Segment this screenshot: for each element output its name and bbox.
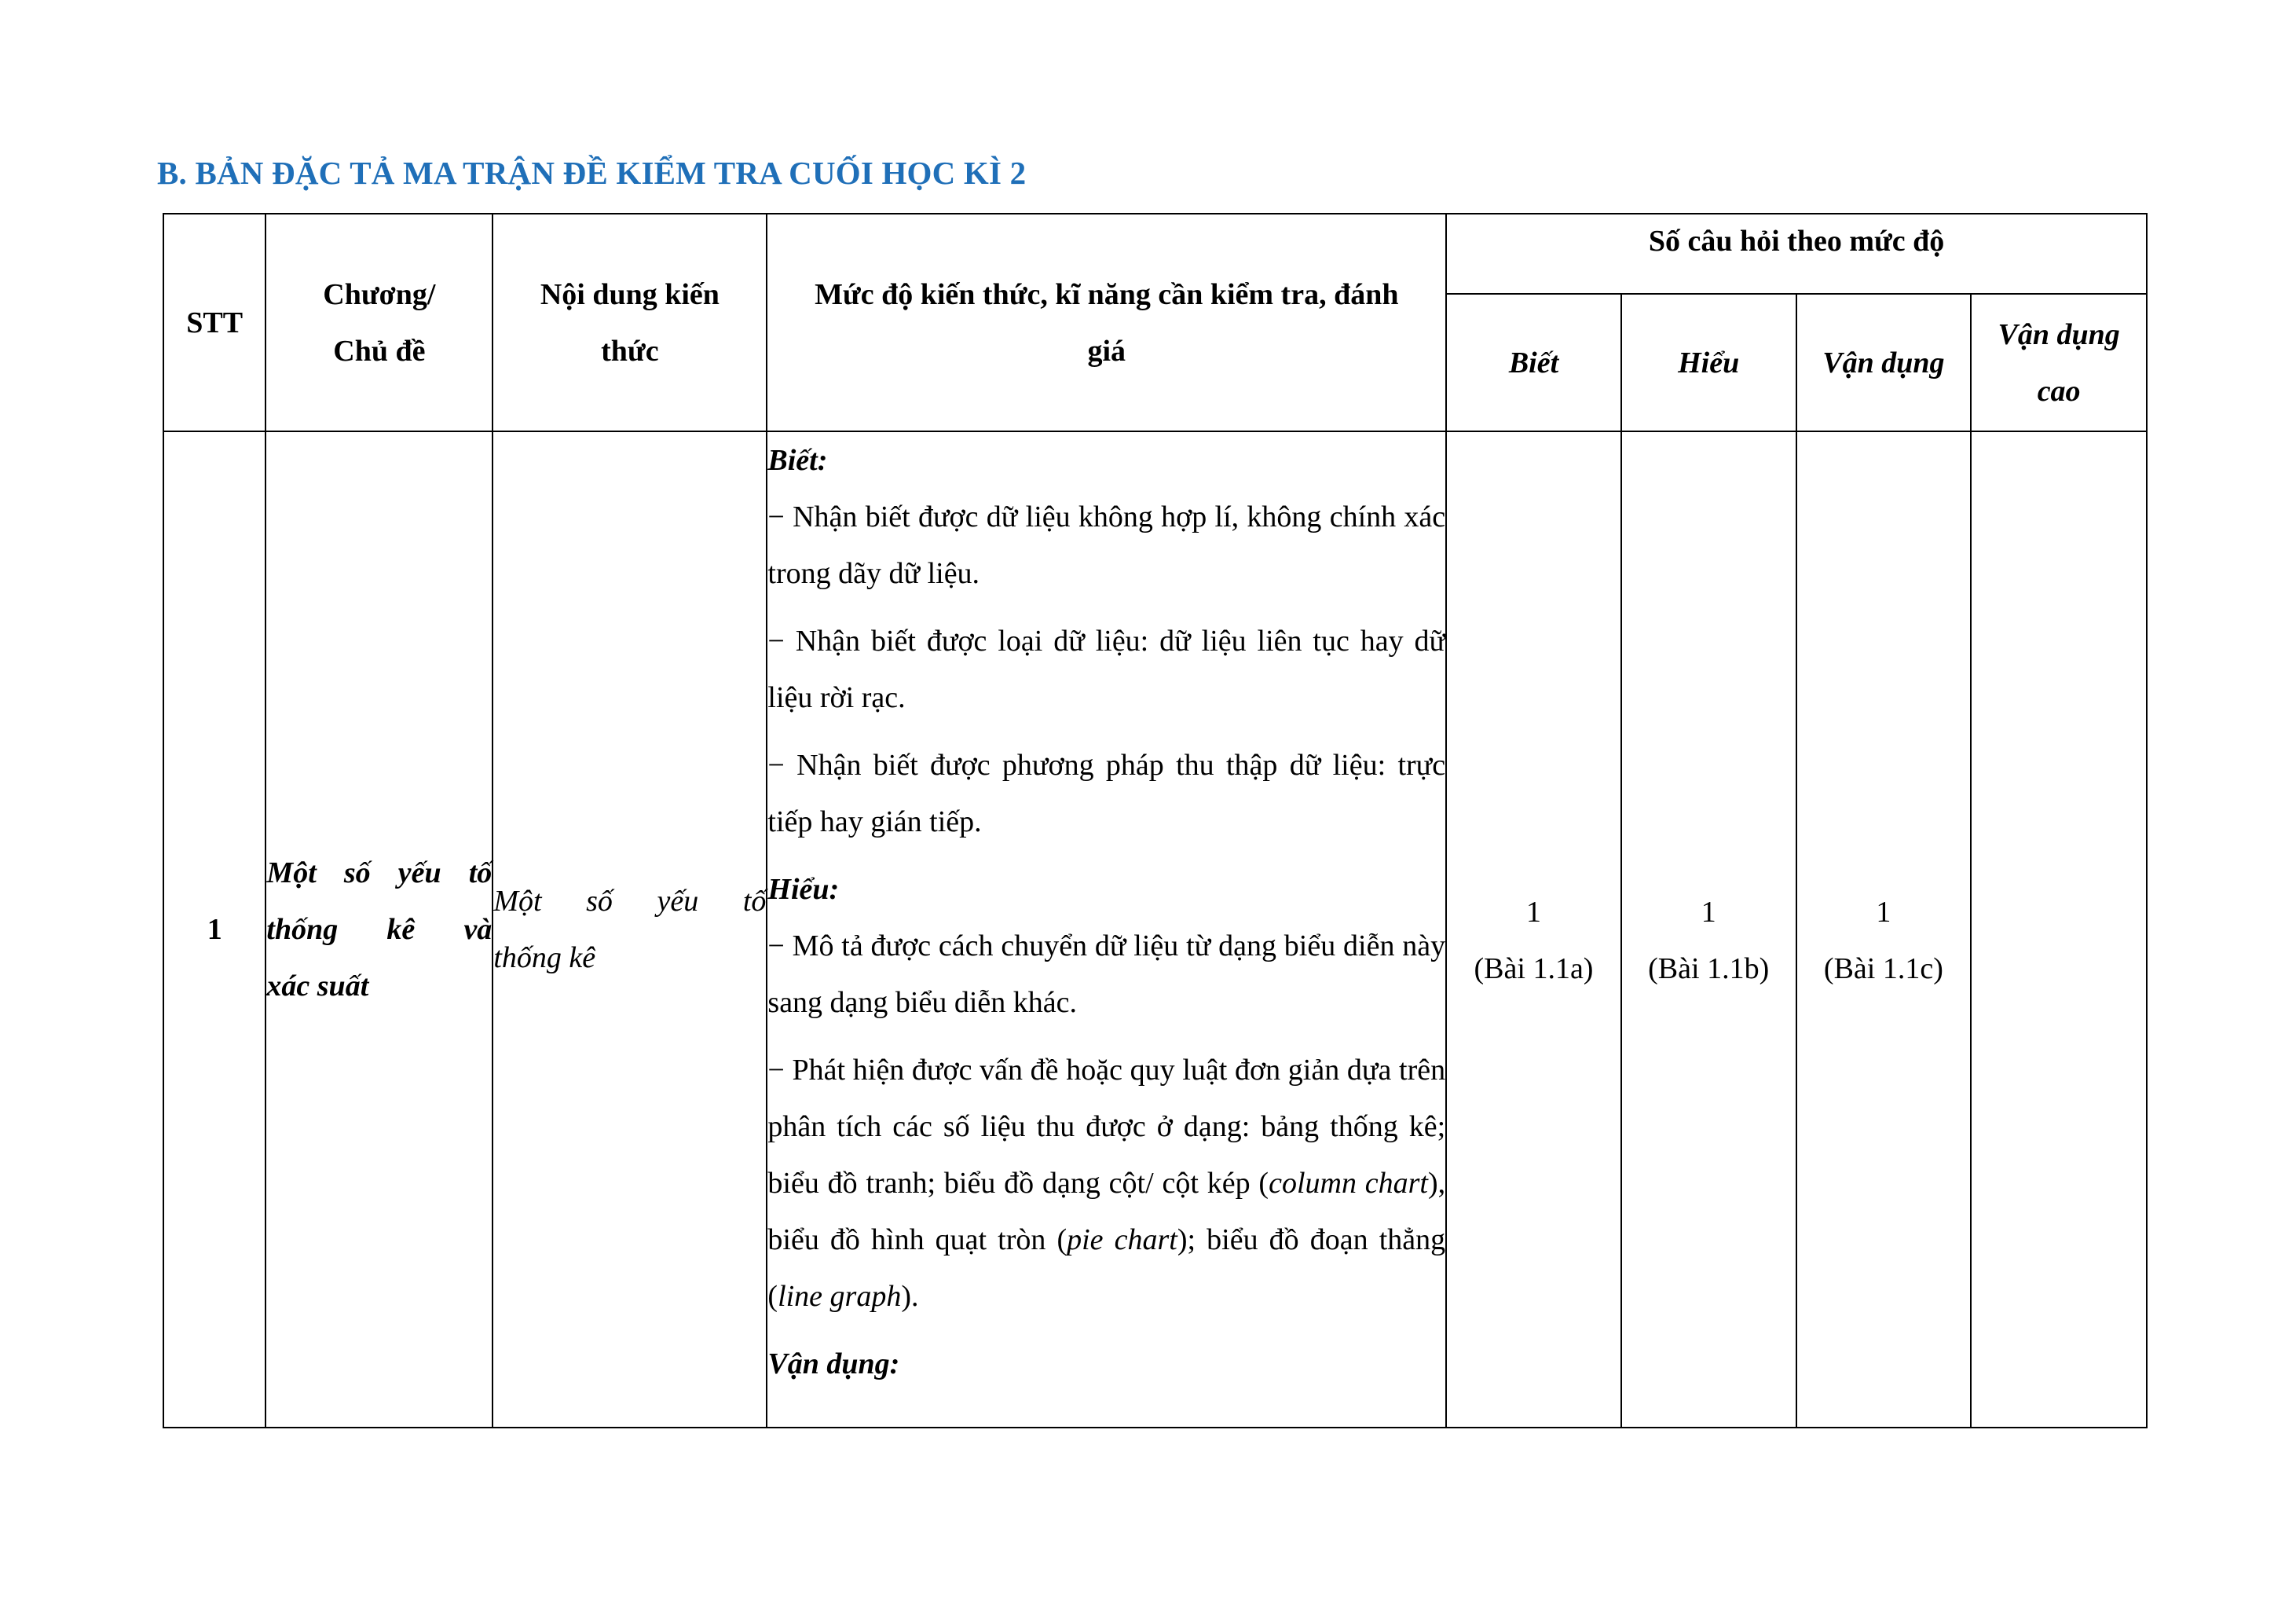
header-van-dung-cao-line1: Vận dụng [1998,317,2120,351]
header-van-dung-cao [1971,294,2147,431]
biet-item-3: − Nhận biết được phương pháp thu thập dữ liệu: trực tiếp hay gián tiếp. [767,749,1446,838]
biet-item-1: − Nhận biết được dữ liệu không hợp lí, không chính xác trong dãy dữ liệu. [767,500,1446,590]
header-biet: Biết [1446,294,1621,431]
hieu-item-2 [767,1042,1445,1325]
hieu-item-2-term2: pie chart [1067,1223,1177,1256]
header-stt: STT [163,214,265,431]
hieu-item-2-part1: − Phát hiện được vấn đề hoặc quy luật đơn giản dựa trên phân tích các số liệu thu được ở dạng: bảng thống kê; biểu đồ tranh; biểu đồ dạng cột/ cột kép ( [767,1054,1446,1200]
header-level-line1: Mức độ kiến thức, kĩ năng cần kiểm tra, đánh [815,277,1399,311]
row-topic-line2: thống kê và [266,913,493,946]
hieu-item-1: − Mô tả được cách chuyển dữ liệu từ dạng biểu diễn này sang dạng biểu diễn khác. [767,929,1446,1019]
header-content-line2: thức [601,334,659,368]
hieu-item-2-term1: column chart [1269,1167,1428,1200]
header-hieu: Hiểu [1621,294,1796,431]
hieu-item-2-part4: ). [901,1280,919,1313]
specification-table [163,213,2148,1428]
header-chapter [265,214,493,431]
header-row-1 [163,214,2147,294]
header-level [767,214,1446,431]
hieu-item-2-part2: ), biểu đồ hình quạt tròn ( [767,1167,1446,1256]
header-level-line2: giá [1087,334,1126,368]
count-van-dung-ref: (Bài 1.1c) [1823,952,1943,985]
count-biet-ref: (Bài 1.1a) [1474,952,1594,985]
hieu-item-2-part3: ); biểu đồ đoạn thẳng ( [767,1223,1446,1313]
row-stt [163,431,265,1428]
count-hieu-ref: (Bài 1.1b) [1648,952,1770,985]
row-content-line1: Một số yếu tố [493,885,767,918]
header-content-line1: Nội dung kiến [540,277,720,311]
header-count-group: Số câu hỏi theo mức độ [1446,214,2147,294]
table-row [163,431,2147,1428]
header-van-dung: Vận dụng [1796,294,1972,431]
count-hieu [1621,431,1796,1428]
row-topic-line1: Một số yếu tố [266,856,493,889]
count-van-dung-value: 1 [1876,896,1891,929]
row-content [493,431,767,1428]
count-biet [1446,431,1621,1428]
count-van-dung [1796,431,1972,1428]
row-stt-value: 1 [207,913,222,946]
row-content-line2: thống kê [493,941,596,974]
hieu-label: Hiểu: [767,873,840,906]
header-chapter-line2: Chủ đề [333,334,426,368]
header-content [493,214,767,431]
biet-item-2: − Nhận biết được loại dữ liệu: dữ liệu liên tục hay dữ liệu rời rạc. [767,625,1446,714]
row-topic-line3: xác suất [266,970,369,1003]
hieu-item-2-term3: line graph [778,1280,902,1313]
count-hieu-value: 1 [1701,896,1716,929]
header-chapter-line1: Chương/ [323,277,436,311]
van-dung-label: Vận dụng: [767,1347,900,1380]
row-topic [265,431,493,1428]
biet-label: Biết: [767,444,828,477]
count-van-dung-cao [1971,431,2147,1428]
section-heading: B. BẢN ĐẶC TẢ MA TRẬN ĐỀ KIỂM TRA CUỐI HỌC KÌ 2 [157,155,1027,191]
row-description [767,431,1446,1428]
count-biet-value: 1 [1525,896,1541,929]
header-van-dung-cao-line2: cao [2037,374,2081,408]
